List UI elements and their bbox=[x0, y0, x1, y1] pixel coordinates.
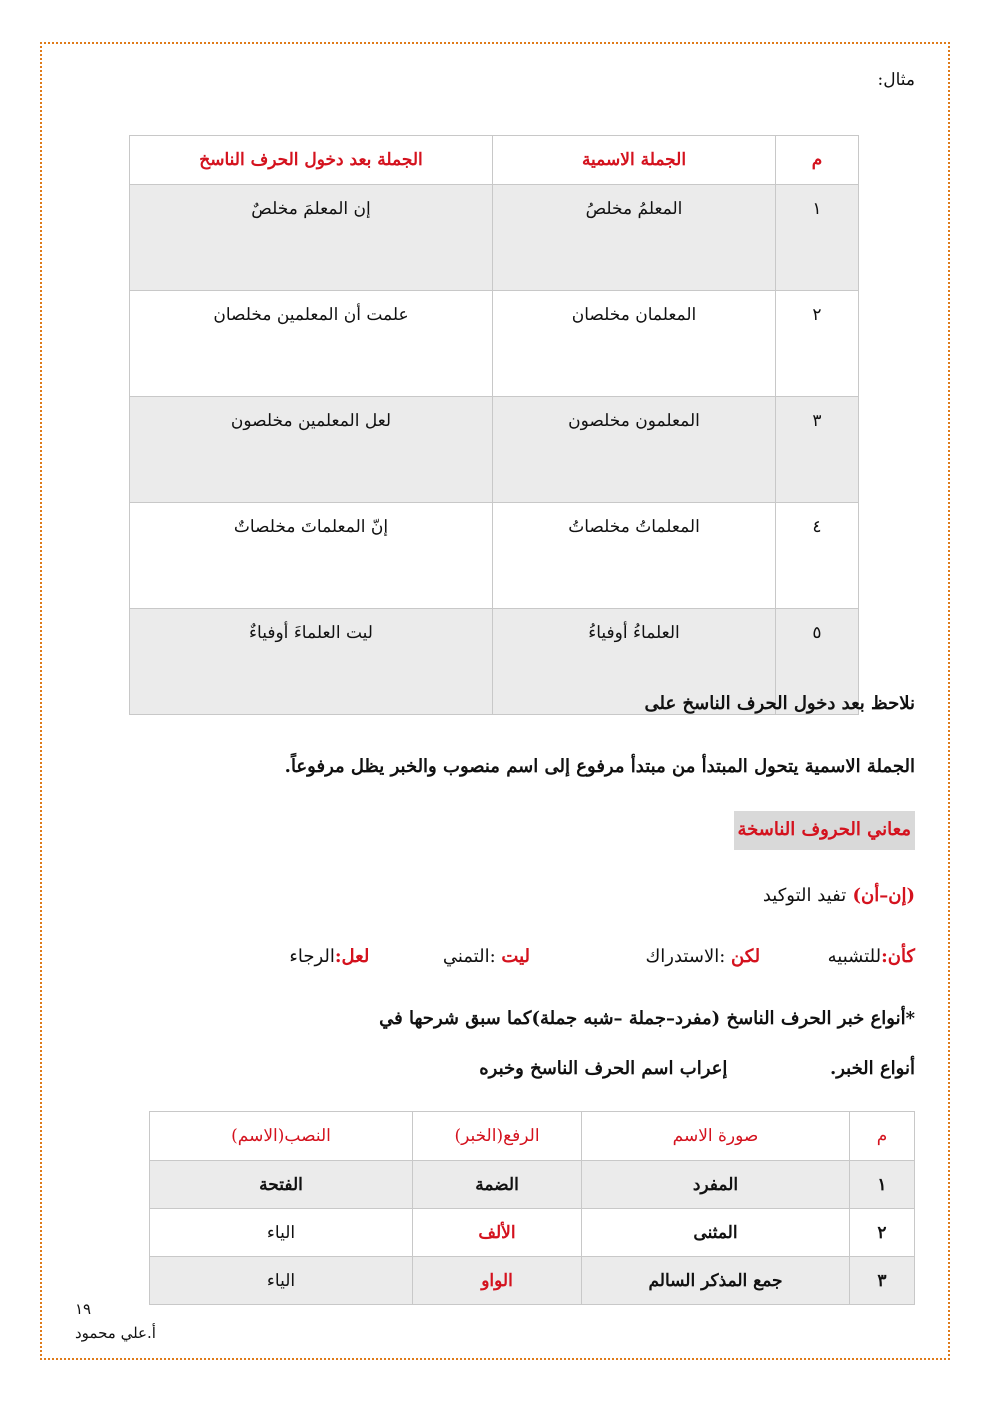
example-label: مثال: bbox=[877, 70, 915, 90]
table-row bbox=[150, 1257, 915, 1305]
nominal-cell: المعلمُ مخلصُ bbox=[493, 185, 776, 291]
table-row bbox=[150, 1161, 915, 1209]
table-row bbox=[130, 503, 859, 609]
nominal-sentence-table bbox=[129, 135, 859, 715]
table-header-row bbox=[150, 1112, 915, 1161]
row-number: ٢ bbox=[850, 1209, 915, 1257]
author-name: أ.علي محمود bbox=[75, 1324, 156, 1342]
kaanna-meaning: للتشبيه bbox=[827, 946, 882, 967]
khabar-types-line-1: *أنواع خبر الحرف الناسخ (مفرد–جملة –شبه جملة)كما سبق شرحها في bbox=[379, 1008, 915, 1029]
laalla-meaning: الرجاء bbox=[289, 946, 335, 967]
nominal-cell: المعلمان مخلصان bbox=[493, 291, 776, 397]
row-number: ٤ bbox=[776, 503, 859, 609]
header-number: م bbox=[776, 136, 859, 185]
irab-table bbox=[149, 1111, 915, 1305]
row-number: ٣ bbox=[776, 397, 859, 503]
form-cell: جمع المذكر السالم bbox=[582, 1257, 850, 1305]
after-cell: إن المعلمَ مخلصٌ bbox=[130, 185, 493, 291]
header-noun-form: صورة الاسم bbox=[582, 1112, 850, 1161]
inna-meaning: تفيد التوكيد bbox=[762, 885, 847, 906]
raf-cell: الواو bbox=[413, 1257, 582, 1305]
nasb-cell: الفتحة bbox=[150, 1161, 413, 1209]
layta-meaning: :التمني bbox=[442, 946, 496, 967]
after-cell: إنّ المعلماتَ مخلصاتٌ bbox=[130, 503, 493, 609]
lakin-label: لكن bbox=[731, 946, 761, 967]
inna-line bbox=[763, 885, 915, 906]
nominal-cell: المعلماتُ مخلصاتُ bbox=[493, 503, 776, 609]
note-line-1: نلاحظ بعد دخول الحرف الناسخ على bbox=[644, 693, 915, 714]
after-cell: علمت أن المعلمين مخلصان bbox=[130, 291, 493, 397]
kaanna-label: كأن: bbox=[881, 946, 915, 967]
form-cell: المثنى bbox=[582, 1209, 850, 1257]
header-nominal-sentence: الجملة الاسمية bbox=[493, 136, 776, 185]
meanings-line bbox=[289, 946, 915, 967]
irab-title: إعراب اسم الحرف الناسخ وخبره bbox=[479, 1058, 728, 1079]
lakin-meaning: :الاستدراك bbox=[645, 946, 726, 967]
header-nasb: النصب(الاسم) bbox=[150, 1112, 413, 1161]
table-row bbox=[150, 1209, 915, 1257]
header-raf: الرفع(الخبر) bbox=[413, 1112, 582, 1161]
form-cell: المفرد bbox=[582, 1161, 850, 1209]
header-number: م bbox=[850, 1112, 915, 1161]
table-row bbox=[130, 397, 859, 503]
nasb-cell: الياء bbox=[150, 1257, 413, 1305]
khabar-types-ref: أنواع الخبر. bbox=[829, 1058, 915, 1079]
note-line-2: الجملة الاسمية يتحول المبتدأ من مبتدأ مرفوع إلى اسم منصوب والخبر يظل مرفوعاً. bbox=[284, 756, 915, 777]
layta-label: ليت bbox=[501, 946, 530, 967]
header-after-particle: الجملة بعد دخول الحرف الناسخ bbox=[130, 136, 493, 185]
after-cell: ليت العلماءَ أوفياءٌ bbox=[130, 609, 493, 715]
nominal-cell: المعلمون مخلصون bbox=[493, 397, 776, 503]
meanings-heading: معاني الحروف الناسخة bbox=[734, 811, 916, 850]
row-number: ٢ bbox=[776, 291, 859, 397]
row-number: ١ bbox=[776, 185, 859, 291]
inna-label: (إن–أن) bbox=[852, 885, 915, 906]
row-number: ٣ bbox=[850, 1257, 915, 1305]
page-number: ١٩ bbox=[75, 1300, 92, 1318]
khabar-types-line-2 bbox=[479, 1058, 915, 1079]
table-row bbox=[130, 291, 859, 397]
nominal-cell: العلماءُ أوفياءُ bbox=[493, 609, 776, 715]
row-number: ٥ bbox=[776, 609, 859, 715]
raf-cell: الضمة bbox=[413, 1161, 582, 1209]
after-cell: لعل المعلمين مخلصون bbox=[130, 397, 493, 503]
row-number: ١ bbox=[850, 1161, 915, 1209]
nasb-cell: الياء bbox=[150, 1209, 413, 1257]
table-row bbox=[130, 185, 859, 291]
laalla-label: لعل: bbox=[334, 946, 370, 967]
table-header-row bbox=[130, 136, 859, 185]
raf-cell: الألف bbox=[413, 1209, 582, 1257]
